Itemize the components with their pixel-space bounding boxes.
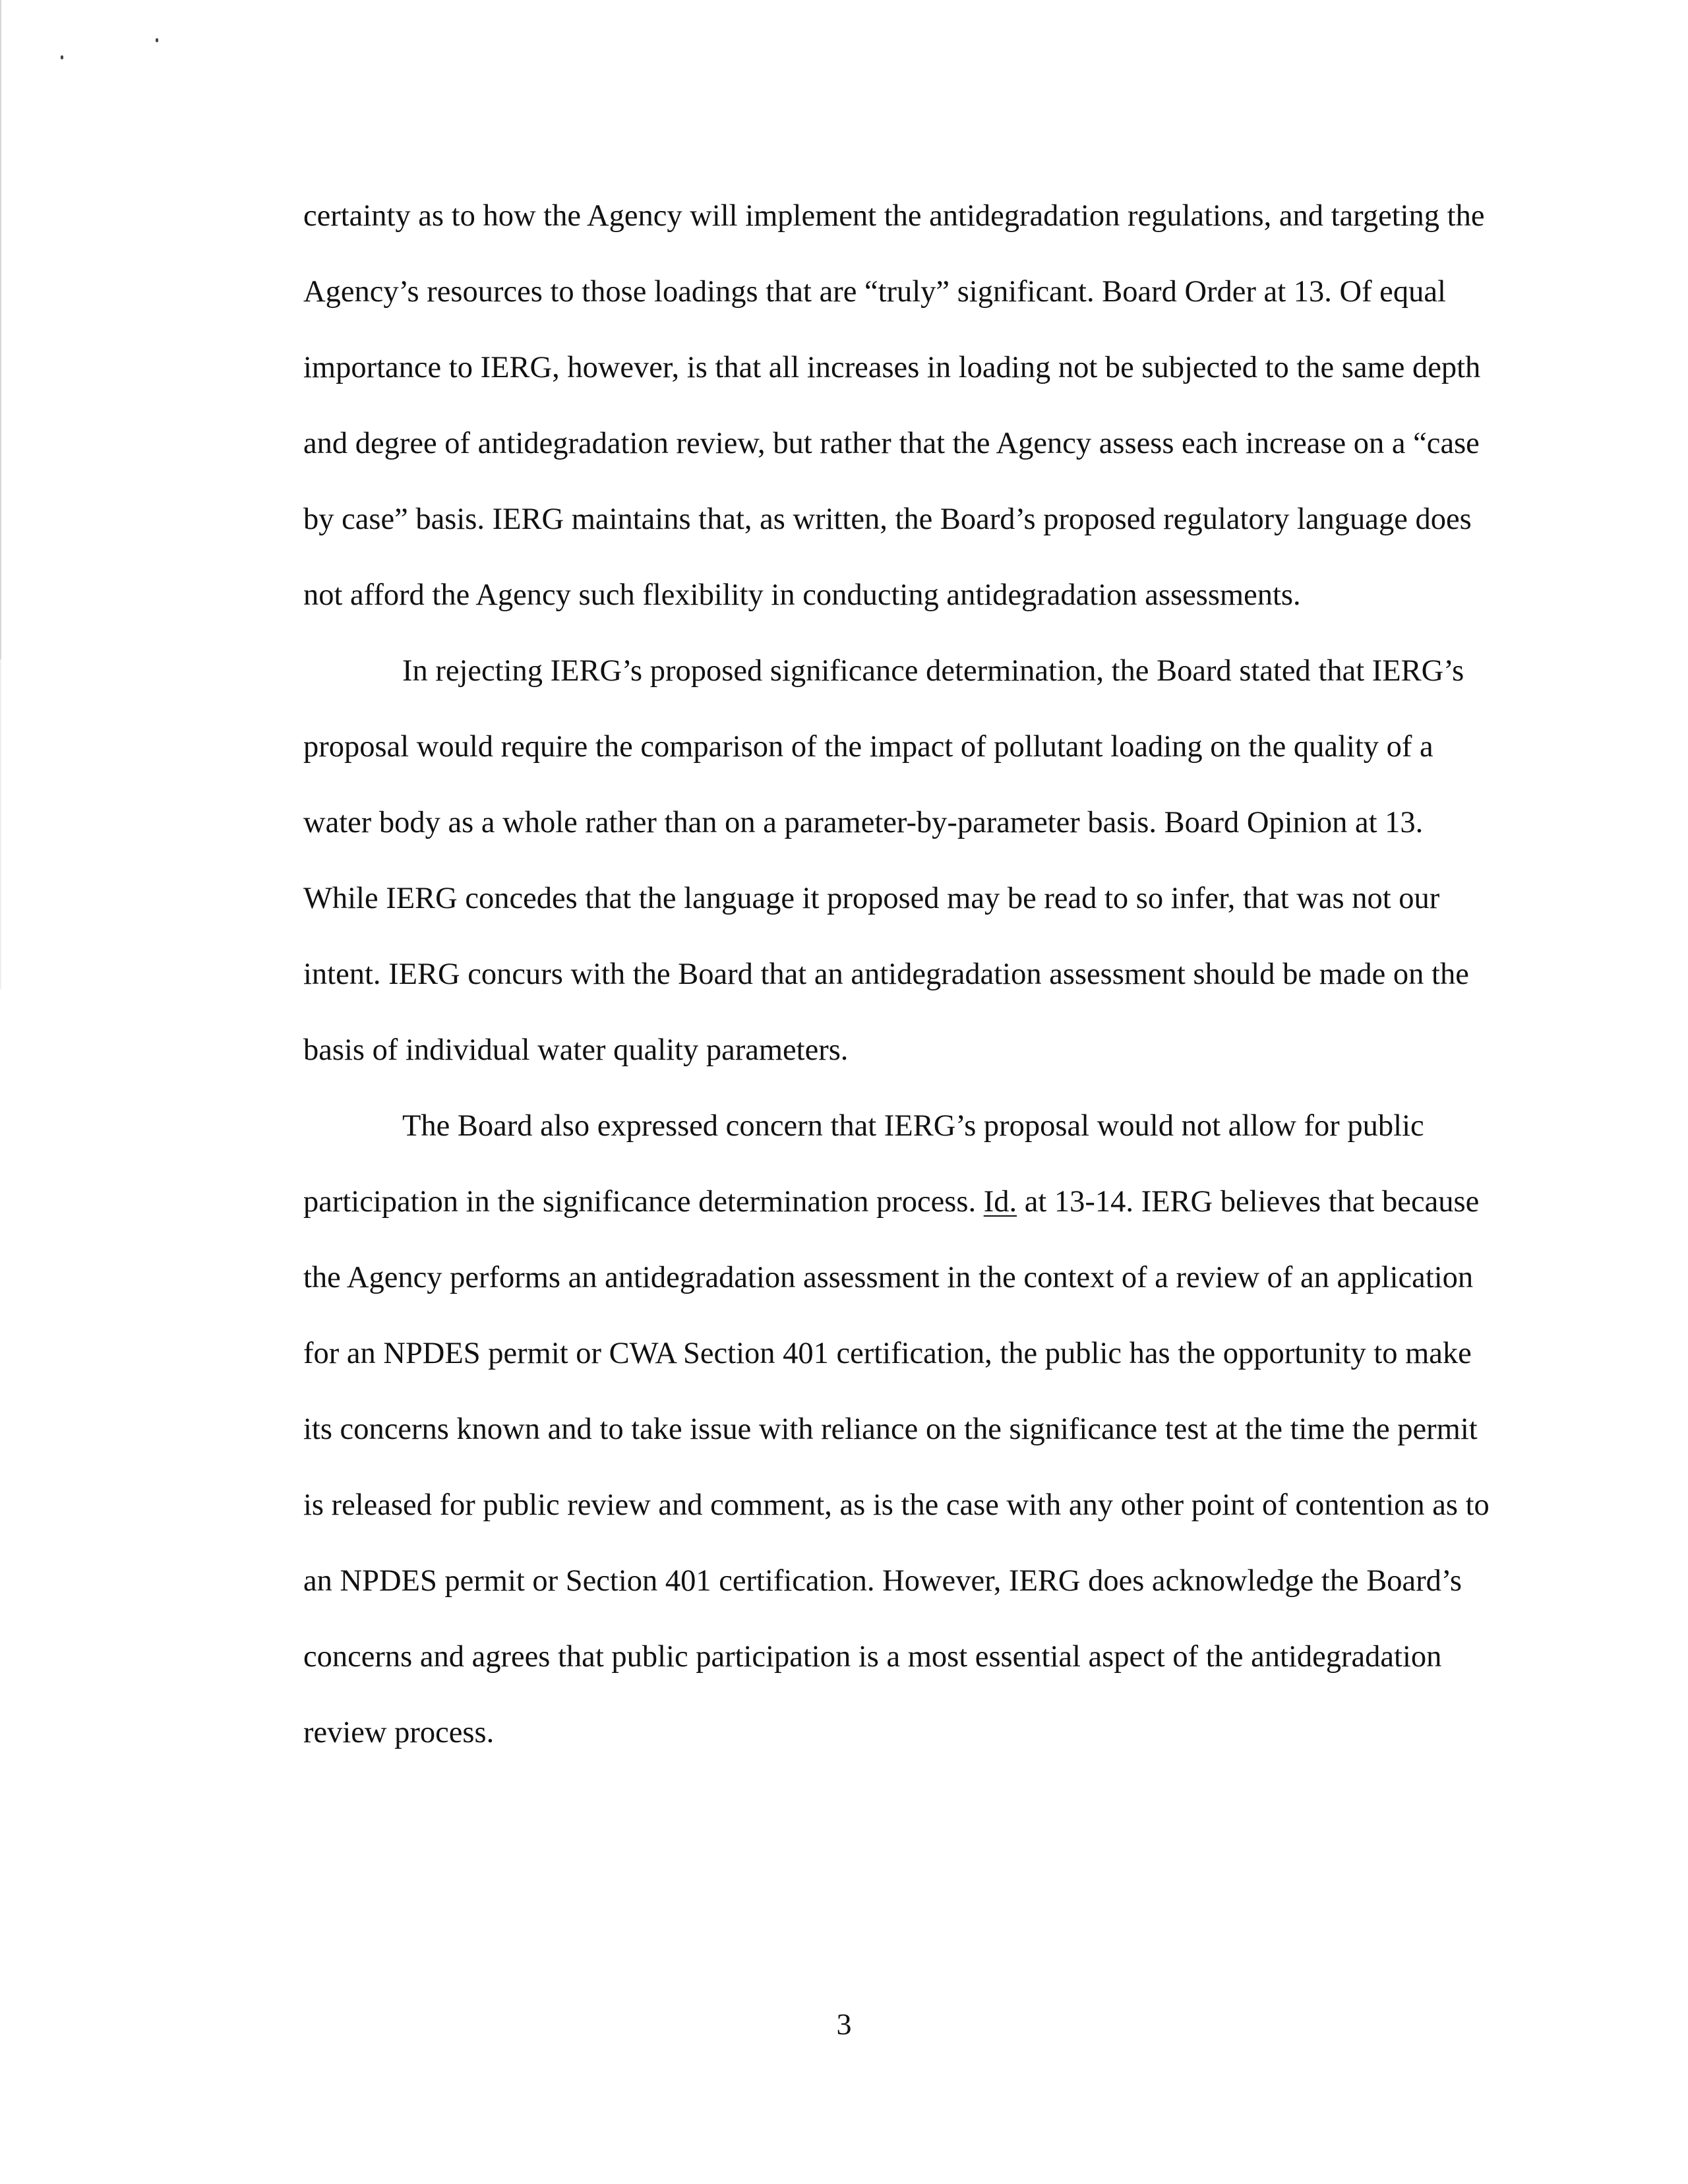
page-number: 3	[836, 2007, 852, 2041]
scan-speck	[61, 55, 63, 59]
paragraph-1	[303, 178, 1497, 633]
scan-speck	[156, 38, 158, 42]
paragraph-2	[303, 633, 1497, 1088]
citation-id: Id.	[983, 1185, 1017, 1219]
scan-edge-mark	[0, 0, 5, 659]
paragraph-2-text: In rejecting IERG’s proposed significance determination, the Board stated that IERG’s proposal would require the comparison of the impact of pollutant loading on the quality of a water body as a whole rather than on a parameter-by-parameter basis. Board Opinion at 13. While IERG concedes that the language it proposed may be read to so infer, that was not our intent. IERG concurs with the Board that an antidegradation assessment should be made on the basis of individual water quality parameters.	[303, 654, 1469, 1067]
paragraph-3	[303, 1088, 1497, 1771]
body-text	[303, 178, 1497, 1771]
paragraph-3-text-end: at 13-14. IERG believes that because the Agency performs an antidegradation assessment in the context of a review of an application for an NPDES permit or CWA Section 401 certification, the public has the opportunity to make its concerns known and to take issue with reliance on the significance test at the time the permit is released for public review and comment, as is the case with any other point of contention as to an NPDES permit or Section 401 certification. However, IERG does acknowledge the Board’s concerns and agrees that public participation is a most essential aspect of the antidegradation review process.	[303, 1185, 1490, 1749]
paragraph-1-text: certainty as to how the Agency will implement the antidegradation regulations, and targeting the Agency’s resources to those loadings that are “truly” significant. Board Order at 13. Of equal importance to IERG, however, is that all increases in loading not be subjected to the same depth and degree of antidegradation review, but rather that the Agency assess each increase on a “case by case” basis. IERG maintains that, as written, the Board’s proposed regulatory language does not afford the Agency such flexibility in conducting antidegradation assessments.	[303, 199, 1485, 612]
paragraph-3-text-start: The Board also expressed concern that IERG’s proposal would not allow for public participation in the significance determination process.	[303, 1109, 1424, 1219]
scan-edge-mark	[0, 659, 5, 989]
